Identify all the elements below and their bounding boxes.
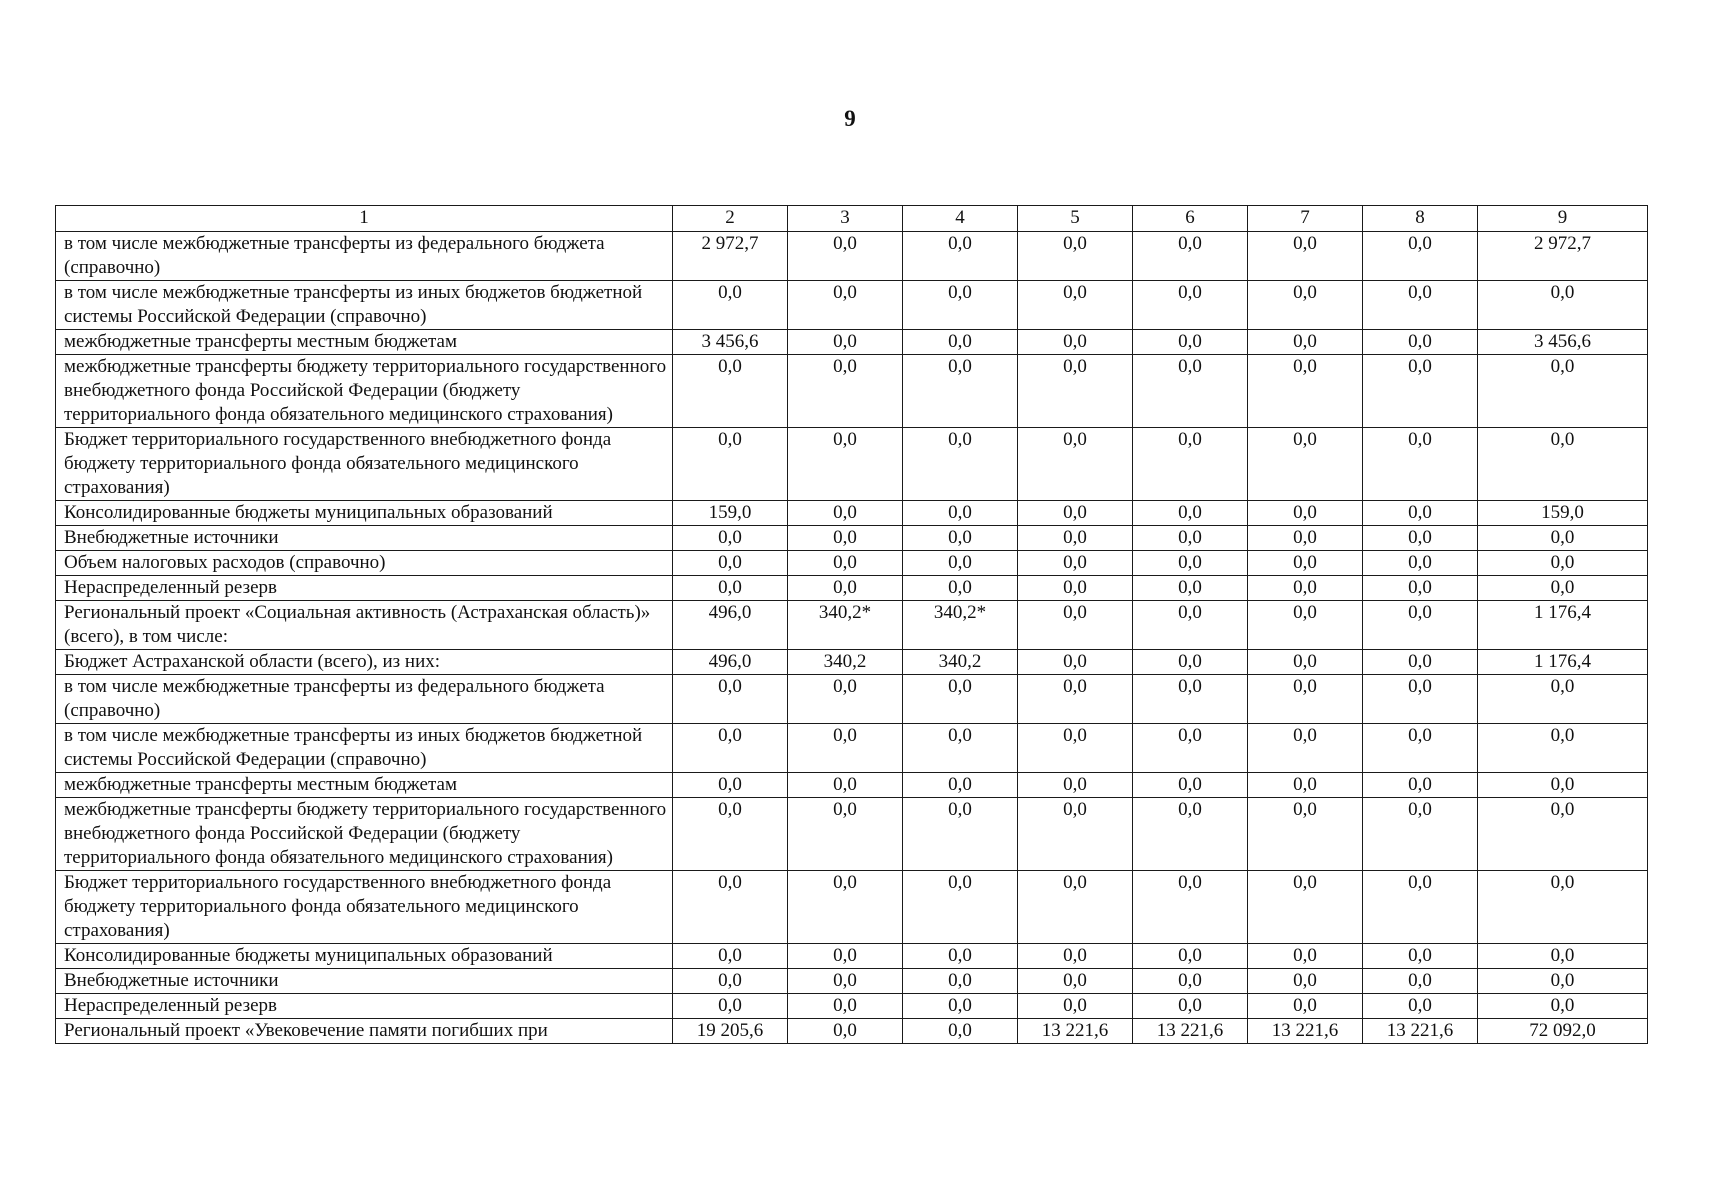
value-cell: 0,0 — [1248, 994, 1363, 1019]
value-cell: 0,0 — [1018, 551, 1133, 576]
value-cell: 0,0 — [1248, 773, 1363, 798]
value-cell: 0,0 — [1248, 798, 1363, 871]
value-cell: 0,0 — [903, 428, 1018, 501]
value-cell: 1 176,4 — [1478, 650, 1648, 675]
table-row — [56, 281, 1648, 330]
value-cell: 0,0 — [1363, 355, 1478, 428]
table-row — [56, 355, 1648, 428]
row-label: Бюджет территориального государственного внебюджетного фонда бюджету территориального фонда обязательного медицинского страхования) — [56, 871, 673, 944]
value-cell: 0,0 — [1363, 576, 1478, 601]
table-row — [56, 871, 1648, 944]
value-cell: 2 972,7 — [673, 232, 788, 281]
value-cell: 0,0 — [788, 871, 903, 944]
value-cell: 0,0 — [1363, 798, 1478, 871]
row-label: Региональный проект «Социальная активность (Астраханская область)» (всего), в том числе: — [56, 601, 673, 650]
value-cell: 0,0 — [1478, 871, 1648, 944]
column-header: 8 — [1363, 206, 1478, 232]
value-cell: 0,0 — [1018, 994, 1133, 1019]
row-label: Бюджет территориального государственного внебюджетного фонда бюджету территориального фонда обязательного медицинского страхования) — [56, 428, 673, 501]
value-cell: 0,0 — [788, 501, 903, 526]
value-cell: 13 221,6 — [1248, 1019, 1363, 1044]
table-row — [56, 675, 1648, 724]
value-cell: 0,0 — [788, 232, 903, 281]
value-cell: 0,0 — [1248, 501, 1363, 526]
value-cell: 159,0 — [1478, 501, 1648, 526]
value-cell: 0,0 — [903, 330, 1018, 355]
value-cell: 13 221,6 — [1018, 1019, 1133, 1044]
budget-table — [55, 205, 1648, 1044]
column-header: 4 — [903, 206, 1018, 232]
row-label: межбюджетные трансферты бюджету территориального государственного внебюджетного фонда Российской Федерации (бюджету территориального фонда обязательного медицинского страхования) — [56, 798, 673, 871]
value-cell: 0,0 — [673, 944, 788, 969]
value-cell: 0,0 — [673, 551, 788, 576]
value-cell: 0,0 — [1133, 526, 1248, 551]
value-cell: 0,0 — [1133, 232, 1248, 281]
value-cell: 0,0 — [1478, 675, 1648, 724]
table-row — [56, 1019, 1648, 1044]
value-cell: 0,0 — [1363, 526, 1478, 551]
table-row — [56, 601, 1648, 650]
value-cell: 0,0 — [1248, 281, 1363, 330]
value-cell: 0,0 — [1363, 501, 1478, 526]
value-cell: 0,0 — [903, 798, 1018, 871]
value-cell: 0,0 — [1018, 871, 1133, 944]
row-label: Внебюджетные источники — [56, 526, 673, 551]
value-cell: 3 456,6 — [673, 330, 788, 355]
value-cell: 0,0 — [1248, 969, 1363, 994]
value-cell: 0,0 — [1018, 798, 1133, 871]
value-cell: 0,0 — [1363, 232, 1478, 281]
value-cell: 0,0 — [1133, 675, 1248, 724]
value-cell: 0,0 — [1133, 969, 1248, 994]
table-row — [56, 944, 1648, 969]
value-cell: 0,0 — [788, 969, 903, 994]
row-label: Консолидированные бюджеты муниципальных образований — [56, 501, 673, 526]
value-cell: 0,0 — [1478, 724, 1648, 773]
value-cell: 0,0 — [1478, 428, 1648, 501]
value-cell: 0,0 — [1133, 650, 1248, 675]
value-cell: 0,0 — [1363, 428, 1478, 501]
value-cell: 0,0 — [1363, 773, 1478, 798]
table-row — [56, 798, 1648, 871]
row-label: Нераспределенный резерв — [56, 576, 673, 601]
value-cell: 0,0 — [1248, 576, 1363, 601]
row-label: Бюджет Астраханской области (всего), из них: — [56, 650, 673, 675]
value-cell: 0,0 — [1478, 355, 1648, 428]
value-cell: 0,0 — [903, 551, 1018, 576]
value-cell: 0,0 — [1248, 330, 1363, 355]
column-header: 7 — [1248, 206, 1363, 232]
value-cell: 0,0 — [1363, 650, 1478, 675]
value-cell: 340,2 — [788, 650, 903, 675]
value-cell: 0,0 — [1478, 773, 1648, 798]
value-cell: 0,0 — [1478, 576, 1648, 601]
value-cell: 0,0 — [1018, 526, 1133, 551]
value-cell: 19 205,6 — [673, 1019, 788, 1044]
value-cell: 0,0 — [1363, 330, 1478, 355]
row-label: в том числе межбюджетные трансферты из иных бюджетов бюджетной системы Российской Федерации (справочно) — [56, 724, 673, 773]
value-cell: 0,0 — [788, 281, 903, 330]
value-cell: 0,0 — [1018, 944, 1133, 969]
value-cell: 0,0 — [788, 576, 903, 601]
row-label: Нераспределенный резерв — [56, 994, 673, 1019]
value-cell: 0,0 — [903, 232, 1018, 281]
value-cell: 0,0 — [903, 871, 1018, 944]
value-cell: 0,0 — [903, 675, 1018, 724]
value-cell: 0,0 — [1248, 232, 1363, 281]
value-cell: 0,0 — [673, 526, 788, 551]
value-cell: 0,0 — [788, 798, 903, 871]
value-cell: 0,0 — [903, 724, 1018, 773]
value-cell: 0,0 — [673, 798, 788, 871]
page-number: 9 — [844, 106, 856, 131]
value-cell: 0,0 — [788, 773, 903, 798]
value-cell: 0,0 — [1363, 871, 1478, 944]
row-label: Объем налоговых расходов (справочно) — [56, 551, 673, 576]
value-cell: 0,0 — [1248, 871, 1363, 944]
value-cell: 0,0 — [1018, 330, 1133, 355]
table-row — [56, 526, 1648, 551]
table-row — [56, 650, 1648, 675]
row-label: межбюджетные трансферты бюджету территориального государственного внебюджетного фонда Российской Федерации (бюджету территориального фонда обязательного медицинского страхования) — [56, 355, 673, 428]
row-label: межбюджетные трансферты местным бюджетам — [56, 330, 673, 355]
table-row — [56, 551, 1648, 576]
value-cell: 0,0 — [788, 1019, 903, 1044]
table-row — [56, 428, 1648, 501]
table-row — [56, 232, 1648, 281]
value-cell: 0,0 — [1018, 675, 1133, 724]
value-cell: 0,0 — [1018, 232, 1133, 281]
row-label: в том числе межбюджетные трансферты из иных бюджетов бюджетной системы Российской Федерации (справочно) — [56, 281, 673, 330]
value-cell: 0,0 — [1248, 675, 1363, 724]
value-cell: 0,0 — [1018, 355, 1133, 428]
table-row — [56, 501, 1648, 526]
value-cell: 0,0 — [788, 675, 903, 724]
value-cell: 340,2 — [903, 650, 1018, 675]
value-cell: 0,0 — [1248, 650, 1363, 675]
value-cell: 0,0 — [1018, 773, 1133, 798]
row-label: Консолидированные бюджеты муниципальных образований — [56, 944, 673, 969]
value-cell: 0,0 — [1133, 355, 1248, 428]
value-cell: 0,0 — [1133, 724, 1248, 773]
value-cell: 0,0 — [1133, 501, 1248, 526]
value-cell: 0,0 — [1018, 501, 1133, 526]
value-cell: 0,0 — [1363, 281, 1478, 330]
column-header: 2 — [673, 206, 788, 232]
value-cell: 0,0 — [788, 944, 903, 969]
value-cell: 0,0 — [1018, 601, 1133, 650]
column-header: 6 — [1133, 206, 1248, 232]
value-cell: 0,0 — [673, 871, 788, 944]
table-row — [56, 576, 1648, 601]
value-cell: 0,0 — [1478, 281, 1648, 330]
value-cell: 496,0 — [673, 601, 788, 650]
value-cell: 72 092,0 — [1478, 1019, 1648, 1044]
value-cell: 0,0 — [1133, 871, 1248, 944]
value-cell: 0,0 — [1018, 428, 1133, 501]
row-label: в том числе межбюджетные трансферты из федерального бюджета (справочно) — [56, 675, 673, 724]
value-cell: 13 221,6 — [1133, 1019, 1248, 1044]
column-header: 9 — [1478, 206, 1648, 232]
value-cell: 0,0 — [903, 773, 1018, 798]
value-cell: 0,0 — [903, 576, 1018, 601]
value-cell: 2 972,7 — [1478, 232, 1648, 281]
value-cell: 0,0 — [1248, 944, 1363, 969]
value-cell: 0,0 — [1363, 675, 1478, 724]
value-cell: 0,0 — [1248, 551, 1363, 576]
value-cell: 0,0 — [1133, 944, 1248, 969]
value-cell: 0,0 — [1248, 601, 1363, 650]
value-cell: 0,0 — [673, 724, 788, 773]
value-cell: 0,0 — [788, 428, 903, 501]
value-cell: 1 176,4 — [1478, 601, 1648, 650]
value-cell: 159,0 — [673, 501, 788, 526]
value-cell: 0,0 — [903, 281, 1018, 330]
value-cell: 0,0 — [1018, 724, 1133, 773]
value-cell: 0,0 — [788, 724, 903, 773]
column-header: 5 — [1018, 206, 1133, 232]
value-cell: 0,0 — [1363, 944, 1478, 969]
value-cell: 0,0 — [1133, 428, 1248, 501]
table-row — [56, 994, 1648, 1019]
row-label: в том числе межбюджетные трансферты из федерального бюджета (справочно) — [56, 232, 673, 281]
value-cell: 0,0 — [1133, 281, 1248, 330]
value-cell: 0,0 — [1248, 428, 1363, 501]
row-label: Региональный проект «Увековечение памяти погибших при — [56, 1019, 673, 1044]
value-cell: 0,0 — [788, 355, 903, 428]
value-cell: 0,0 — [1133, 994, 1248, 1019]
value-cell: 3 456,6 — [1478, 330, 1648, 355]
value-cell: 0,0 — [673, 281, 788, 330]
value-cell: 0,0 — [673, 355, 788, 428]
value-cell: 0,0 — [1133, 773, 1248, 798]
value-cell: 0,0 — [903, 944, 1018, 969]
table-row — [56, 330, 1648, 355]
value-cell: 0,0 — [1133, 576, 1248, 601]
value-cell: 0,0 — [903, 1019, 1018, 1044]
value-cell: 0,0 — [1133, 330, 1248, 355]
value-cell: 0,0 — [788, 994, 903, 1019]
column-header: 1 — [56, 206, 673, 232]
value-cell: 0,0 — [903, 969, 1018, 994]
value-cell: 0,0 — [1133, 551, 1248, 576]
value-cell: 0,0 — [673, 576, 788, 601]
value-cell: 0,0 — [673, 994, 788, 1019]
value-cell: 0,0 — [903, 994, 1018, 1019]
value-cell: 0,0 — [1478, 526, 1648, 551]
value-cell: 0,0 — [673, 969, 788, 994]
value-cell: 0,0 — [1363, 551, 1478, 576]
value-cell: 496,0 — [673, 650, 788, 675]
table-row — [56, 773, 1648, 798]
value-cell: 0,0 — [1478, 551, 1648, 576]
column-number-row — [56, 206, 1648, 232]
row-label: межбюджетные трансферты местным бюджетам — [56, 773, 673, 798]
value-cell: 0,0 — [788, 551, 903, 576]
value-cell: 0,0 — [1248, 355, 1363, 428]
value-cell: 0,0 — [1478, 969, 1648, 994]
row-label: Внебюджетные источники — [56, 969, 673, 994]
value-cell: 0,0 — [1133, 601, 1248, 650]
value-cell: 0,0 — [903, 355, 1018, 428]
value-cell: 0,0 — [1478, 944, 1648, 969]
value-cell: 0,0 — [788, 526, 903, 551]
value-cell: 0,0 — [903, 526, 1018, 551]
value-cell: 0,0 — [1363, 969, 1478, 994]
value-cell: 0,0 — [1248, 724, 1363, 773]
value-cell: 0,0 — [1363, 994, 1478, 1019]
value-cell: 0,0 — [1133, 798, 1248, 871]
value-cell: 0,0 — [1018, 650, 1133, 675]
value-cell: 0,0 — [903, 501, 1018, 526]
value-cell: 0,0 — [1248, 526, 1363, 551]
table-row — [56, 724, 1648, 773]
value-cell: 0,0 — [1018, 969, 1133, 994]
value-cell: 0,0 — [673, 773, 788, 798]
value-cell: 340,2* — [903, 601, 1018, 650]
value-cell: 340,2* — [788, 601, 903, 650]
value-cell: 0,0 — [1018, 281, 1133, 330]
value-cell: 0,0 — [1363, 724, 1478, 773]
value-cell: 0,0 — [673, 428, 788, 501]
value-cell: 0,0 — [1478, 994, 1648, 1019]
value-cell: 0,0 — [1478, 798, 1648, 871]
table-row — [56, 969, 1648, 994]
value-cell: 0,0 — [788, 330, 903, 355]
value-cell: 0,0 — [673, 675, 788, 724]
value-cell: 0,0 — [1018, 576, 1133, 601]
value-cell: 13 221,6 — [1363, 1019, 1478, 1044]
value-cell: 0,0 — [1363, 601, 1478, 650]
column-header: 3 — [788, 206, 903, 232]
table-body — [56, 232, 1648, 1044]
